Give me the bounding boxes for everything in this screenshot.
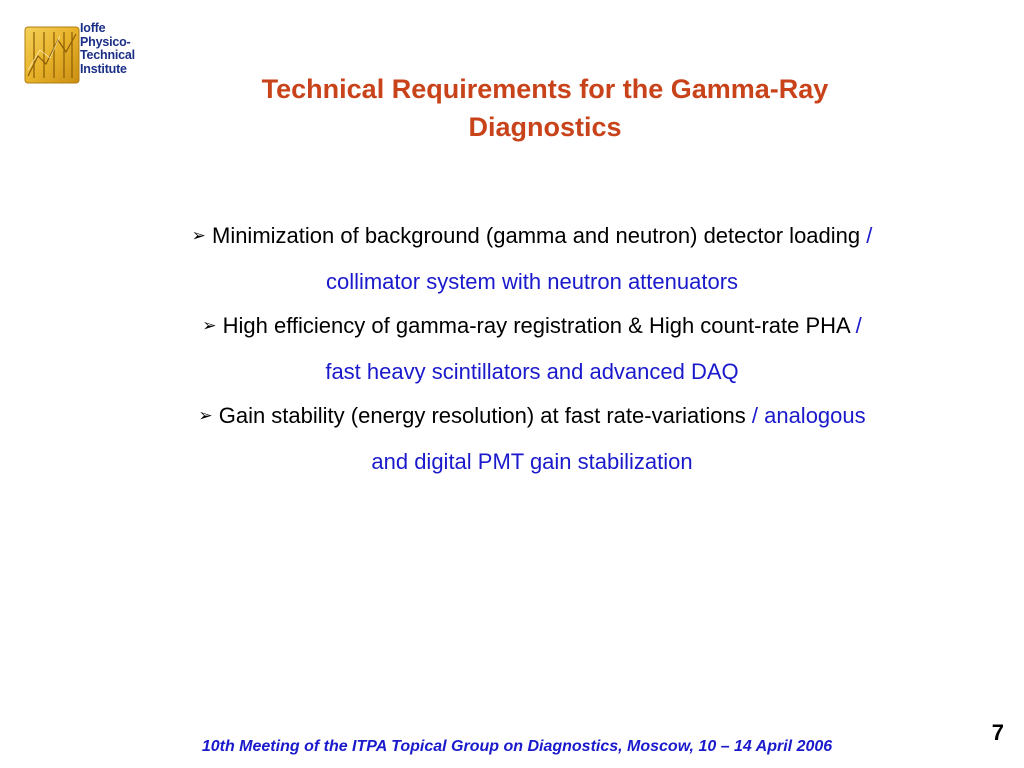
- slide-title: [160, 70, 930, 146]
- arrow-bullet-icon: ➢: [191, 226, 206, 246]
- bullet-3-separator: /: [751, 403, 758, 428]
- title-line-1: Technical Requirements for the Gamma-Ray: [261, 74, 829, 104]
- logo-line-3: Technical: [80, 48, 135, 62]
- bullet-2-separator: /: [855, 313, 862, 338]
- bullet-2-solution: fast heavy scintillators and advanced DAQ: [325, 359, 739, 384]
- title-line-2: Diagnostics: [468, 112, 622, 142]
- bullet-2-requirement: High efficiency of gamma-ray registration & High count-rate PHA: [216, 313, 856, 338]
- arrow-bullet-icon: ➢: [202, 316, 217, 336]
- ioffe-emblem-icon: [24, 26, 80, 84]
- bullet-3-solution-part-1: analogous: [757, 403, 866, 428]
- bullet-1-solution: collimator system with neutron attenuators: [325, 269, 739, 294]
- bullet-3-solution-part-2: and digital PMT gain stabilization: [371, 449, 693, 474]
- logo-line-1: Ioffe: [80, 21, 106, 35]
- bullet-item-3: [70, 394, 994, 440]
- logo-line-2: Physico-: [80, 34, 131, 49]
- bullet-item-2: [70, 304, 994, 350]
- logo-line-4: Institute: [80, 61, 127, 76]
- bullet-3-requirement: Gain stability (energy resolution) at fast rate-variations: [212, 403, 752, 428]
- logo-text: [80, 22, 135, 76]
- bullet-1-separator: /: [866, 223, 873, 248]
- page-number: 7: [991, 720, 1004, 745]
- bullet-item-1: [70, 214, 994, 260]
- bullet-list: [70, 214, 994, 484]
- ioffe-logo: [24, 22, 144, 86]
- footer-text: 10th Meeting of the ITPA Topical Group on Diagnostics, Moscow, 10 – 14 April 2006: [201, 738, 833, 755]
- arrow-bullet-icon: ➢: [198, 406, 213, 426]
- bullet-1-requirement: Minimization of background (gamma and neutron) detector loading: [205, 223, 867, 248]
